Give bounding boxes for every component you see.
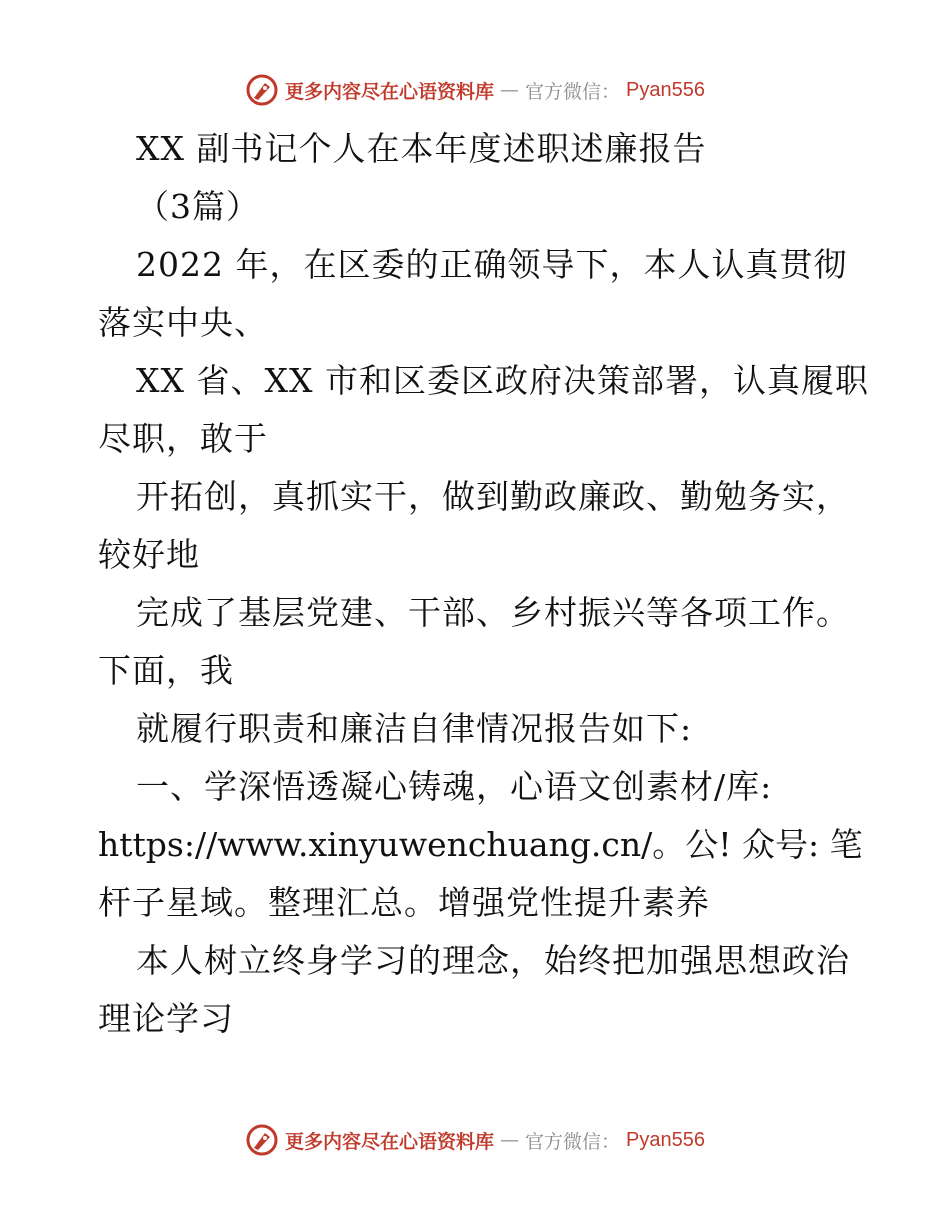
paragraph-line: 2022 年，在区委的正确领导下，本人认真贯彻 [136, 245, 848, 284]
watermark-label: 官方微信： [525, 80, 621, 103]
paragraph-line: XX 省、XX 市和区委区政府决策部署，认真履职 [136, 361, 869, 400]
paragraph-line: 开拓创，真抓实干，做到勤政廉政、勤勉务实， [136, 477, 850, 516]
paragraph-line: 完成了基层党建、干部、乡村振兴等各项工作。 [136, 593, 850, 632]
paragraph-line: 尽职，敢于 [98, 419, 268, 458]
paragraph-line: https://www.xinyuwenchuang.cn/。公! 众号: 笔 [98, 825, 863, 864]
watermark-text: 更多内容尽在心语资料库 [285, 80, 495, 103]
watermark-id: Pyan556 [626, 78, 705, 101]
pen-nib-logo-icon [245, 73, 279, 107]
footer-watermark [0, 1120, 950, 1160]
paragraph-line: 理论学习 [98, 999, 234, 1038]
paragraph-line: 较好地 [98, 535, 200, 574]
watermark-separator: — [500, 1129, 520, 1151]
watermark-separator: — [500, 79, 520, 101]
watermark-text: 更多内容尽在心语资料库 [285, 1130, 495, 1153]
document-subtitle: （3篇） [136, 187, 260, 226]
paragraph-line: 落实中央、 [98, 303, 268, 342]
paragraph-line: 下面，我 [98, 651, 234, 690]
pen-nib-logo-icon [245, 1123, 279, 1157]
paragraph-line: 本人树立终身学习的理念，始终把加强思想政治 [136, 941, 850, 980]
paragraph-line: 一、学深悟透凝心铸魂，心语文创素材/库: [136, 767, 773, 806]
document-body [98, 120, 869, 1048]
header-watermark [0, 70, 950, 110]
watermark-label: 官方微信： [525, 1130, 621, 1153]
document-title: XX 副书记个人在本年度述职述廉报告 [136, 129, 707, 168]
paragraph-line: 杆子星域。整理汇总。增强党性提升素养 [98, 883, 710, 922]
watermark-id: Pyan556 [626, 1128, 705, 1151]
paragraph-line: 就履行职责和廉洁自律情况报告如下: [136, 709, 693, 748]
